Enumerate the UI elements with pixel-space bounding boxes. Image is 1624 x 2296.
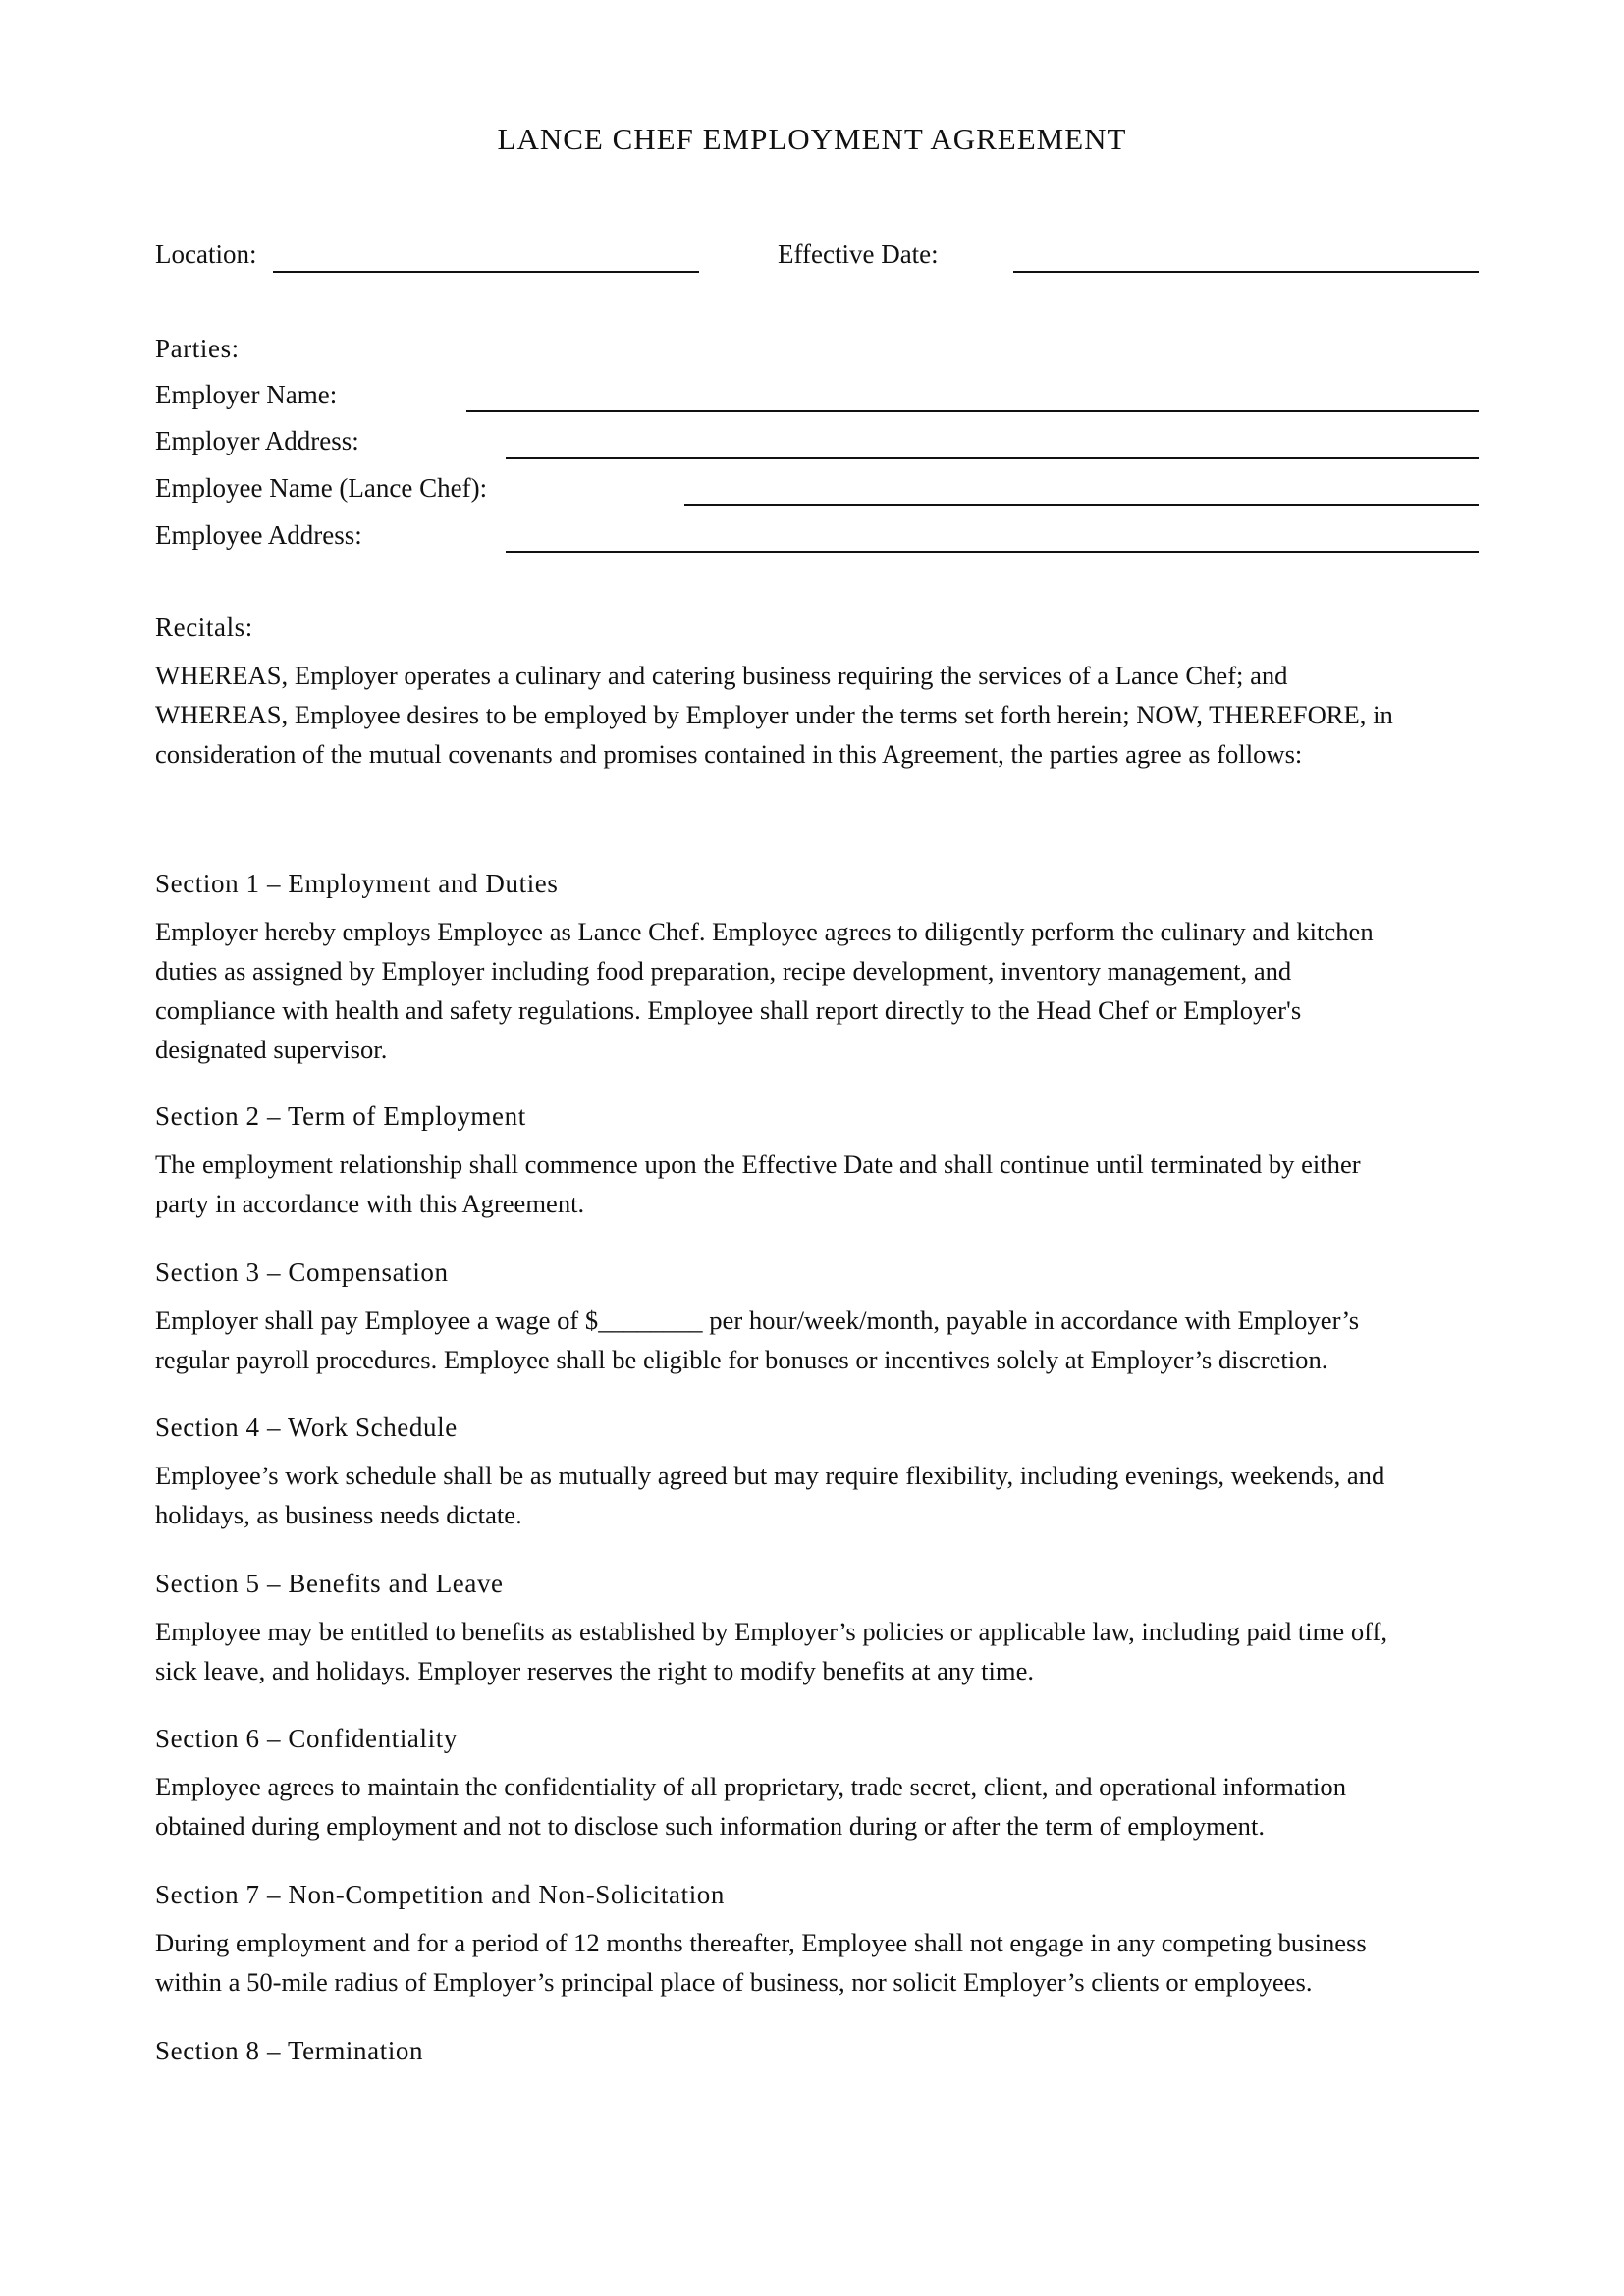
section-3-text bbox=[155, 1301, 1481, 1379]
effective-date-label: Effective Date: bbox=[778, 240, 939, 269]
section-line: within a 50-mile radius of Employer’s principal place of business, nor solicit Employer’s clients or employees. bbox=[155, 1967, 1313, 1997]
section-2-text bbox=[155, 1145, 1481, 1223]
section-line: sick leave, and holidays. Employer reserves the right to modify benefits at any time. bbox=[155, 1656, 1035, 1685]
section-line: Employee’s work schedule shall be as mutually agreed but may require flexibility, including evenings, weekends, and bbox=[155, 1461, 1385, 1490]
section-1-heading: Section 1 – Employment and Duties bbox=[155, 869, 559, 898]
section-line: regular payroll procedures. Employee shall be eligible for bonuses or incentives solely at Employer’s discretion. bbox=[155, 1345, 1328, 1374]
section-line: party in accordance with this Agreement. bbox=[155, 1189, 585, 1218]
employer-name-label: Employer Name: bbox=[155, 380, 338, 409]
employee-address-label: Employee Address: bbox=[155, 520, 362, 550]
parties-heading: Parties: bbox=[155, 334, 240, 363]
section-line: compliance with health and safety regulations. Employee shall report directly to the Head Chef or Employer's bbox=[155, 995, 1302, 1025]
section-line: duties as assigned by Employer including food preparation, recipe development, inventory management, and bbox=[155, 956, 1292, 986]
section-5-text bbox=[155, 1612, 1481, 1690]
location-label: Location: bbox=[155, 240, 257, 269]
employer-name-field[interactable] bbox=[466, 410, 1479, 412]
employer-address-field[interactable] bbox=[506, 457, 1479, 459]
recitals-line: WHEREAS, Employer operates a culinary and catering business requiring the services of a Lance Chef; and bbox=[155, 661, 1288, 690]
section-line: During employment and for a period of 12 months thereafter, Employee shall not engage in any competing business bbox=[155, 1928, 1367, 1957]
section-4-heading: Section 4 – Work Schedule bbox=[155, 1413, 458, 1442]
section-line: The employment relationship shall commence upon the Effective Date and shall continue until terminated by either bbox=[155, 1149, 1361, 1179]
section-line: Employee agrees to maintain the confidentiality of all proprietary, trade secret, client, and operational information bbox=[155, 1772, 1347, 1801]
section-5-heading: Section 5 – Benefits and Leave bbox=[155, 1569, 504, 1598]
recitals-line: WHEREAS, Employee desires to be employed by Employer under the terms set forth herein; NOW, THEREFORE, in bbox=[155, 700, 1393, 729]
recitals-text bbox=[155, 656, 1481, 774]
employee-address-field[interactable] bbox=[506, 551, 1479, 553]
employee-name-field[interactable] bbox=[684, 504, 1479, 506]
section-2-heading: Section 2 – Term of Employment bbox=[155, 1101, 526, 1131]
location-field[interactable] bbox=[273, 271, 699, 273]
recitals-heading: Recitals: bbox=[155, 613, 253, 642]
section-line: obtained during employment and not to disclose such information during or after the term of employment. bbox=[155, 1811, 1265, 1841]
section-4-text bbox=[155, 1456, 1481, 1534]
section-line: Employer hereby employs Employee as Lance Chef. Employee agrees to diligently perform the culinary and kitchen bbox=[155, 917, 1374, 946]
recitals-line: consideration of the mutual covenants and promises contained in this Agreement, the parties agree as follows: bbox=[155, 739, 1303, 769]
section-7-heading: Section 7 – Non-Competition and Non-Solicitation bbox=[155, 1880, 725, 1909]
section-line: Employee may be entitled to benefits as established by Employer’s policies or applicable law, including paid time off, bbox=[155, 1617, 1387, 1646]
section-line: designated supervisor. bbox=[155, 1035, 388, 1064]
section-8-heading: Section 8 – Termination bbox=[155, 2036, 424, 2065]
section-3-heading: Section 3 – Compensation bbox=[155, 1257, 449, 1287]
effective-date-field[interactable] bbox=[1013, 271, 1479, 273]
section-line: Employer shall pay Employee a wage of $________ per hour/week/month, payable in accordance with Employer’s bbox=[155, 1306, 1360, 1335]
employee-name-label: Employee Name (Lance Chef): bbox=[155, 473, 488, 503]
employer-address-label: Employer Address: bbox=[155, 426, 359, 455]
section-6-heading: Section 6 – Confidentiality bbox=[155, 1724, 458, 1753]
document-title: LANCE CHEF EMPLOYMENT AGREEMENT bbox=[497, 122, 1127, 156]
section-line: holidays, as business needs dictate. bbox=[155, 1500, 522, 1529]
section-1-text bbox=[155, 912, 1481, 1069]
section-7-text bbox=[155, 1923, 1481, 2002]
section-6-text bbox=[155, 1767, 1481, 1845]
